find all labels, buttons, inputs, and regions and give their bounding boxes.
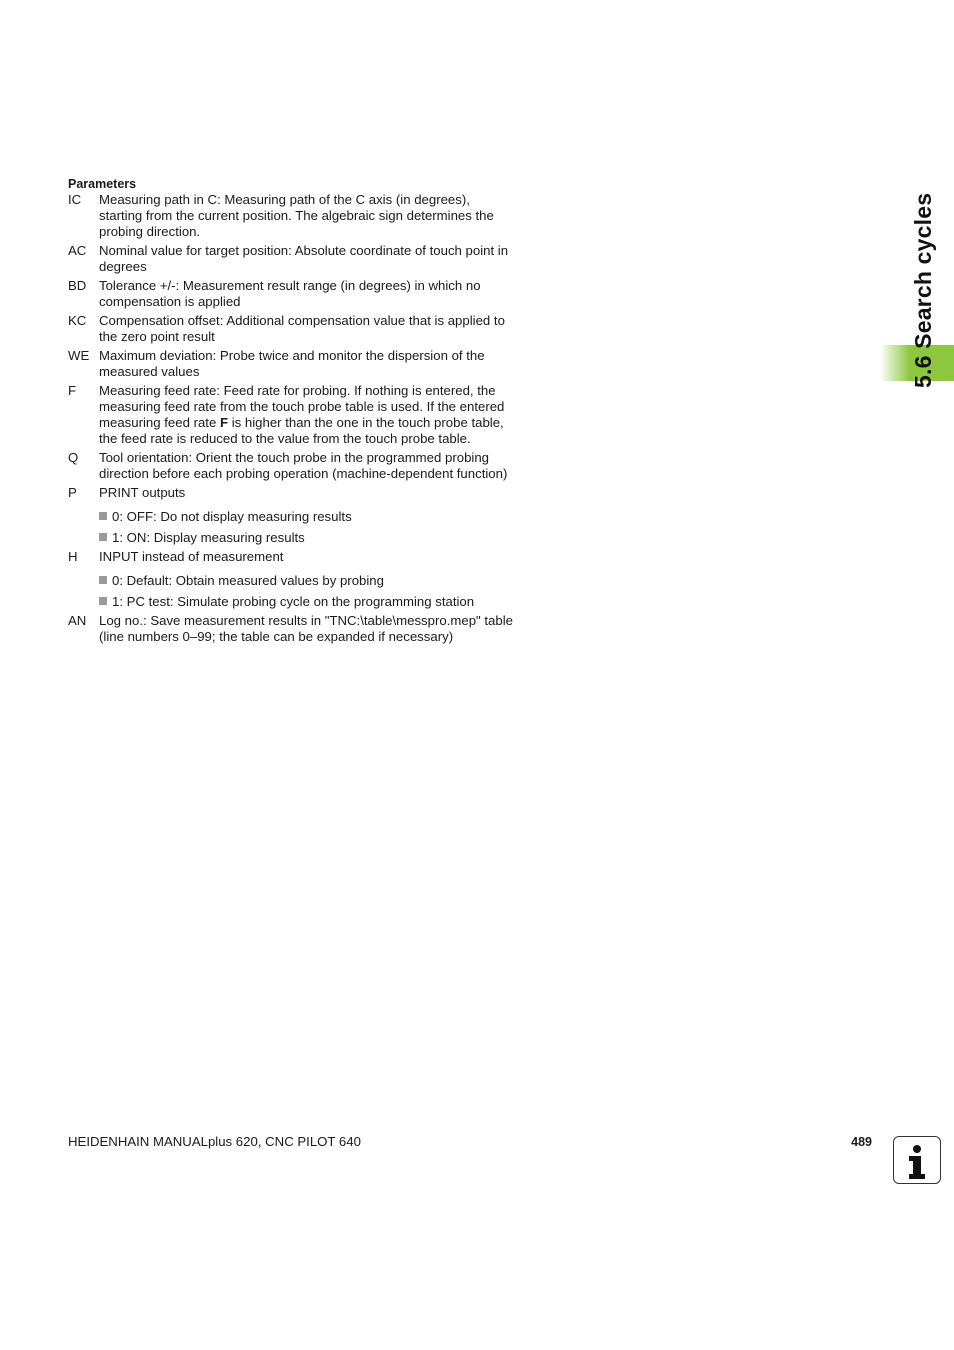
parameters-section bbox=[68, 177, 513, 648]
square-bullet-icon bbox=[99, 533, 107, 541]
square-bullet-icon bbox=[99, 597, 107, 605]
option-item bbox=[99, 509, 513, 525]
param-desc bbox=[99, 383, 513, 447]
info-icon bbox=[893, 1136, 941, 1184]
param-desc: Log no.: Save measurement results in "TNC:\table\messpro.mep" table (line numbers 0–99; the table can be expanded if necessary) bbox=[99, 613, 513, 644]
option-item bbox=[99, 594, 513, 610]
param-we bbox=[68, 348, 513, 380]
square-bullet-icon bbox=[99, 576, 107, 584]
param-ic bbox=[68, 192, 513, 240]
param-key: WE bbox=[68, 348, 90, 363]
param-ac bbox=[68, 243, 513, 275]
chapter-tab-fade bbox=[880, 345, 910, 381]
param-desc: Tool orientation: Orient the touch probe in the programmed probing direction before each probing operation (machine-dependent function) bbox=[99, 450, 508, 481]
square-bullet-icon bbox=[99, 512, 107, 520]
footer-manual-title: HEIDENHAIN MANUALplus 620, CNC PILOT 640 bbox=[68, 1134, 361, 1149]
param-key: H bbox=[68, 549, 78, 564]
param-key: Q bbox=[68, 450, 79, 465]
param-p-options bbox=[99, 509, 513, 546]
page-number: 489 bbox=[851, 1135, 872, 1149]
option-text: 1: ON: Display measuring results bbox=[112, 530, 305, 545]
param-key: AC bbox=[68, 243, 87, 258]
param-key: KC bbox=[68, 313, 87, 328]
param-desc-text: Measuring feed rate: Feed rate for probing. If nothing is entered, the measuring feed rate from the touch probe table is used. If the entered measuring feed rate bbox=[99, 383, 505, 430]
option-text: 1: PC test: Simulate probing cycle on the programming station bbox=[112, 594, 475, 609]
param-key: BD bbox=[68, 278, 87, 293]
param-desc-text: is higher than the one in the touch probe table, the feed rate is reduced to the value from the touch probe table. bbox=[99, 415, 504, 446]
info-glyph-icon bbox=[894, 1137, 942, 1185]
param-h bbox=[68, 549, 513, 565]
param-kc bbox=[68, 313, 513, 345]
section-title: Parameters bbox=[68, 177, 137, 191]
option-item bbox=[99, 530, 513, 546]
param-desc: Measuring path in C: Measuring path of the C axis (in degrees), starting from the current position. The algebraic sign determines the probing direction. bbox=[99, 192, 494, 239]
param-desc: Tolerance +/-: Measurement result range (in degrees) in which no compensation is applied bbox=[99, 278, 481, 309]
param-key: IC bbox=[68, 192, 82, 207]
param-bd bbox=[68, 278, 513, 310]
param-key: P bbox=[68, 485, 77, 500]
param-desc: PRINT outputs bbox=[99, 485, 186, 500]
param-desc: Maximum deviation: Probe twice and monitor the dispersion of the measured values bbox=[99, 348, 485, 379]
param-key: F bbox=[68, 383, 77, 398]
option-text: 0: OFF: Do not display measuring results bbox=[112, 509, 352, 524]
param-h-options bbox=[99, 573, 513, 610]
param-desc: Nominal value for target position: Absolute coordinate of touch point in degrees bbox=[99, 243, 509, 274]
param-f bbox=[68, 383, 513, 447]
option-item bbox=[99, 573, 513, 589]
option-text: 0: Default: Obtain measured values by probing bbox=[112, 573, 384, 588]
param-desc: INPUT instead of measurement bbox=[99, 549, 284, 564]
param-an bbox=[68, 613, 513, 645]
param-q bbox=[68, 450, 513, 482]
param-desc: Compensation offset: Additional compensation value that is applied to the zero point result bbox=[99, 313, 505, 344]
chapter-title: 5.6 Search cycles bbox=[910, 192, 936, 388]
param-p bbox=[68, 485, 513, 501]
param-desc-bold: F bbox=[219, 415, 229, 430]
param-key: AN bbox=[68, 613, 87, 628]
